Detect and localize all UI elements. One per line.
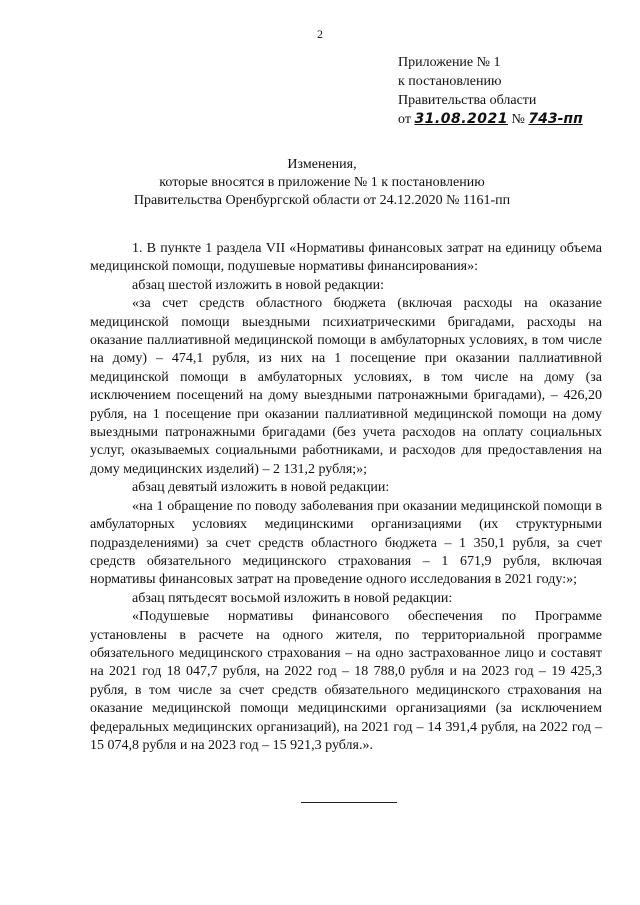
document-body — [90, 240, 602, 755]
paragraph-instruction-58: абзац пятьдесят восьмой изложить в новой редакции: — [132, 590, 453, 606]
appendix-block — [398, 53, 583, 129]
appendix-line-1: Приложение № 1 — [398, 55, 501, 70]
paragraph-quote-58: «Подушевые нормативы финансового обеспечения по Программе установлены в расчете на одного жителя, по территориальной программе обязательного медицинского страхования – на одно застрахованное лицо и составят на 2021 год 18 047,7 рубля, на 2022 год – 18 788,0 рубля и на 2023 год – 19 425,3 рубля, в том числе за счет средств обязательного медицинского страхования на оказание медицинской помощи медицинскими организациями (за исключением федеральных медицинских организаций), на 2021 год – 14 391,4 рубля, на 2022 год – 15 074,8 рубля и на 2023 год – 15 921,3 рубля.». — [90, 609, 602, 753]
handwritten-date: 31.08.2021 — [414, 111, 509, 127]
title-line-1: Изменения, — [287, 157, 357, 172]
appendix-line-3: Правительства области — [398, 93, 537, 108]
title-line-3: Правительства Оренбургской области от 24.12.2020 № 1161-пп — [133, 193, 511, 208]
paragraph-instruction-9: абзац девятый изложить в новой редакции: — [132, 480, 390, 496]
document-title — [70, 156, 574, 210]
number-sign: № — [511, 112, 525, 127]
page-number: 2 — [317, 27, 323, 41]
paragraph-quote-9: «на 1 обращение по поводу заболевания при оказании медицинской помощи в амбулаторных условиях медицинскими организациями (их структурными подразделениями) за счет средств областного бюджета – 1 350,1 рубля, за счет средств обязательного медицинского страхования – 1 671,9 рубля, включая нормативы финансовых затрат на проведение одного исследования в 2021 году:»; — [90, 498, 602, 588]
paragraph-quote-6: «за счет средств областного бюджета (включая расходы на оказание медицинской помощи выездными психиатрическими бригадами, расходы на оказание паллиативной медицинской помощи в амбулаторных условиях, в том числе на дому) – 474,1 рубля, из них на 1 посещение при оказании паллиативной медицинской помощи в амбулаторных условиях, в том числе на дому (за исключением посещений на дому выездными патронажными бригадами), – 426,20 рубля, на 1 посещение при оказании паллиативной медицинской помощи на дому выездными патронажными бригадами (без учета расходов на оплату социальных услуг, оказываемых социальными работниками, и расходов для предоставления на дому медицинских изделий) – 2 131,2 рубля;»; — [90, 296, 602, 477]
handwritten-number: 743-пп — [528, 111, 583, 127]
appendix-date-line — [398, 110, 583, 129]
paragraph-item-1: 1. В пункте 1 раздела VII «Нормативы финансовых затрат на единицу объема медицинской помощи, подушевые нормативы финансирования»: — [90, 241, 602, 275]
appendix-line-2: к постановлению — [398, 74, 502, 89]
title-line-2: которые вносятся в приложение № 1 к постановлению — [159, 175, 485, 190]
end-divider — [301, 802, 397, 803]
date-prefix: от — [398, 112, 411, 127]
paragraph-instruction-6: абзац шестой изложить в новой редакции: — [132, 277, 385, 293]
